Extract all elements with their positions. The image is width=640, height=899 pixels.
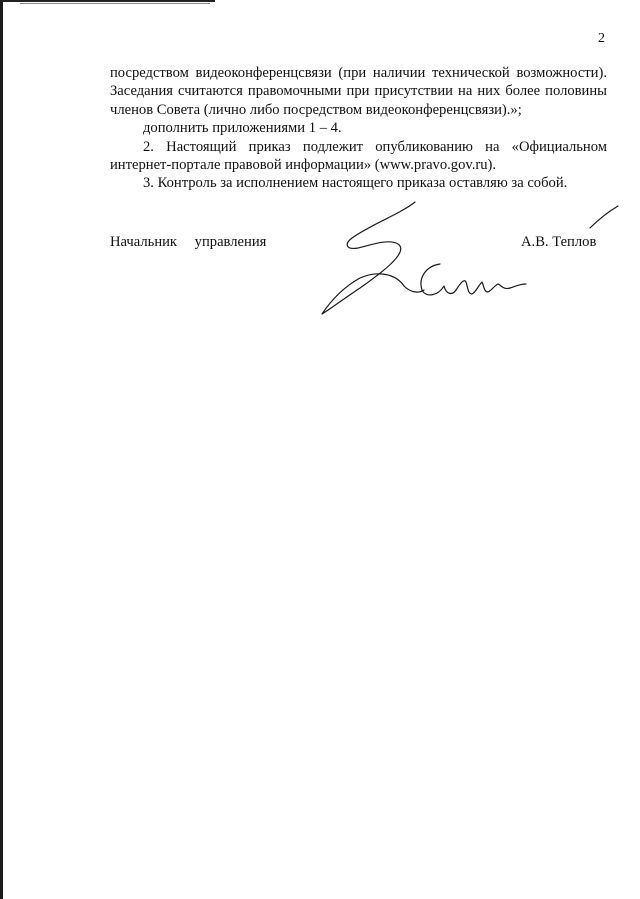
body-line-3: членов Совета (лично либо посредством видеоконференцсвязи).»;: [110, 101, 522, 118]
scan-left-edge: [0, 0, 3, 899]
body-line-6: интернет-портале правовой информации» (www.pravo.gov.ru).: [110, 157, 497, 174]
handwritten-signature: [300, 190, 620, 325]
signatory-name: А.В. Теплов: [521, 234, 597, 250]
body-line-2: Заседания считаются правомочными при присутствии на них более половины: [110, 83, 607, 100]
document-body: [110, 64, 607, 193]
page-number: 2: [598, 31, 605, 46]
body-line-7: 3. Контроль за исполнением настоящего приказа оставляю за собой.: [143, 175, 568, 192]
signatory-title: Начальник управления: [110, 234, 267, 250]
body-line-5: 2. Настоящий приказ подлежит опубликованию на «Официальном: [143, 138, 607, 155]
body-line-1: посредством видеоконференцсвязи (при наличии технической возможности).: [110, 65, 607, 81]
scan-top-line: [0, 0, 215, 2]
scan-top-line-thin: [20, 3, 210, 4]
body-line-4: дополнить приложениями 1 – 4.: [143, 120, 342, 137]
